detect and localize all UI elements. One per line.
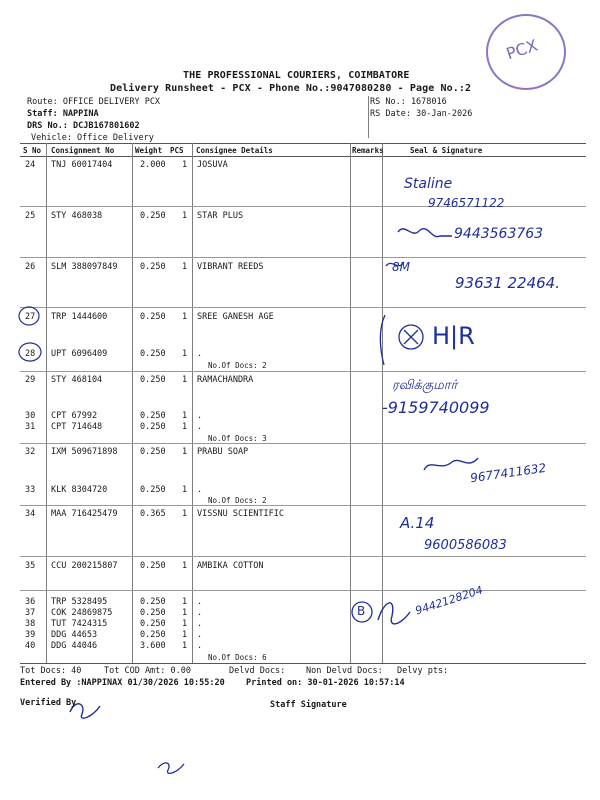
drs-label: DRS No.: DCJB167801602: [27, 121, 140, 131]
total-cod-amount: Tot COD Amt: 0.00: [104, 666, 191, 676]
cell-pcs: 1: [182, 641, 188, 651]
cell-consignment: CPT 67992: [51, 411, 98, 421]
cell-consignee: .: [197, 619, 203, 629]
cell-sno: 33: [25, 485, 36, 495]
cell-weight: 0.250: [140, 349, 166, 359]
cell-sno: 38: [25, 619, 36, 629]
cell-weight: 0.250: [140, 411, 166, 421]
cell-pcs: 1: [182, 608, 188, 618]
col-header-weight: Weight: [135, 146, 163, 155]
entered-by: Entered By :NAPPINAX 01/30/2026 10:55:20: [20, 678, 225, 688]
cell-consignment: UPT 6096409: [51, 349, 108, 359]
signature-scribble-hr: [380, 315, 385, 365]
verified-by-label: Verified By: [20, 698, 77, 708]
cell-sno: 26: [25, 262, 36, 272]
staff-signature-label: Staff Signature: [270, 700, 347, 710]
cell-weight: 0.250: [140, 561, 166, 571]
total-docs: Tot Docs: 40: [20, 666, 82, 676]
cell-pcs: 1: [182, 447, 188, 457]
document-subtitle: Delivery Runsheet - PCX - Phone No.:9047080280 - Page No.:2: [110, 83, 472, 94]
cell-consignment: DDG 44653: [51, 630, 98, 640]
cell-consignee: .: [197, 630, 203, 640]
route-label: Route: OFFICE DELIVERY PCX: [27, 97, 161, 107]
printed-on: Printed on: 30-01-2026 10:57:14: [246, 678, 405, 688]
col-header-seal: Seal & Signature: [410, 146, 483, 155]
signature-name-tamil: ரவிக்குமார்: [392, 378, 458, 393]
docs-note: No.Of Docs: 2: [208, 496, 267, 505]
cell-consignee: .: [197, 608, 203, 618]
signature-phone: 9600586083: [424, 538, 507, 553]
cell-consignment: CCU 200215807: [51, 561, 118, 571]
cell-consignee: PRABU SOAP: [197, 447, 249, 457]
cell-consignment: IXM 509671898: [51, 447, 118, 457]
cell-consignee: .: [197, 422, 203, 432]
cell-sno: 40: [25, 641, 36, 651]
cell-pcs: 1: [182, 262, 188, 272]
cell-weight: 0.250: [140, 485, 166, 495]
cell-pcs: 1: [182, 160, 188, 170]
circle-mark-28: [19, 343, 41, 361]
cell-consignment: TRP 1444600: [51, 312, 108, 322]
cell-weight: 0.250: [140, 422, 166, 432]
cell-pcs: 1: [182, 411, 188, 421]
hr-mark: H|R: [432, 322, 475, 350]
signature-phone: 9677411632: [469, 460, 547, 486]
cell-weight: 0.365: [140, 509, 166, 519]
cell-sno: 25: [25, 211, 36, 221]
cell-pcs: 1: [182, 312, 188, 322]
signature-initials: 8M: [392, 260, 410, 274]
cell-pcs: 1: [182, 630, 188, 640]
cell-consignment: TUT 7424315: [51, 619, 108, 629]
cell-sno: 28: [25, 349, 36, 359]
delivered-docs: Delvd Docs:: [229, 666, 286, 676]
col-header-pcs: PCS: [170, 146, 184, 155]
document-title: THE PROFESSIONAL COURIERS, COIMBATORE: [183, 70, 410, 81]
signature-initials: A.14: [400, 514, 435, 532]
cell-weight: 2.000: [140, 160, 166, 170]
cell-pcs: 1: [182, 597, 188, 607]
cell-consignment: STY 468038: [51, 211, 103, 221]
signature-scribble: [378, 603, 410, 624]
x-mark: [404, 330, 418, 344]
cell-pcs: 1: [182, 561, 188, 571]
cell-consignment: SLM 388097849: [51, 262, 118, 272]
col-header-consignment: Consignment No: [51, 146, 115, 155]
col-header-consignee: Consignee Details: [196, 146, 273, 155]
col-header-sno: S No: [23, 146, 42, 155]
cell-consignment: MAA 716425479: [51, 509, 118, 519]
cell-weight: 0.250: [140, 447, 166, 457]
cell-consignment: STY 468104: [51, 375, 103, 385]
docs-note: No.Of Docs: 6: [208, 653, 267, 662]
cell-pcs: 1: [182, 485, 188, 495]
cell-consignee: .: [197, 349, 203, 359]
cell-consignee: .: [197, 597, 203, 607]
cell-sno: 31: [25, 422, 36, 432]
cell-sno: 34: [25, 509, 36, 519]
vehicle-label: Vehicle: Office Delivery: [31, 133, 154, 143]
docs-note: No.Of Docs: 3: [208, 434, 267, 443]
rs-date-label: RS Date: 30-Jan-2026: [370, 109, 473, 119]
cell-consignment: COK 24869875: [51, 608, 113, 618]
cell-sno: 39: [25, 630, 36, 640]
cell-weight: 0.250: [140, 312, 166, 322]
cell-weight: 0.250: [140, 608, 166, 618]
cell-weight: 0.250: [140, 375, 166, 385]
rs-no-label: RS No.: 1678016: [370, 97, 447, 107]
cell-consignee: SREE GANESH AGE: [197, 312, 274, 322]
cell-consignment: DDG 44046: [51, 641, 98, 651]
cell-consignment: TRP 5328495: [51, 597, 108, 607]
cell-consignee: AMBIKA COTTON: [197, 561, 264, 571]
cell-pcs: 1: [182, 619, 188, 629]
circle-mark-27: [19, 307, 39, 325]
cell-pcs: 1: [182, 375, 188, 385]
cell-consignee: .: [197, 411, 203, 421]
cell-consignee: VIBRANT REEDS: [197, 262, 264, 272]
signature-phone: -9159740099: [382, 398, 490, 417]
cell-sno: 37: [25, 608, 36, 618]
signature-phone: 9746571122: [428, 196, 505, 210]
cell-consignment: CPT 714648: [51, 422, 103, 432]
cell-consignment: TNJ 60017404: [51, 160, 113, 170]
cell-weight: 0.250: [140, 262, 166, 272]
cell-pcs: 1: [182, 211, 188, 221]
cell-sno: 35: [25, 561, 36, 571]
docs-note: No.Of Docs: 2: [208, 361, 267, 370]
cell-consignee: .: [197, 641, 203, 651]
cell-weight: 0.250: [140, 211, 166, 221]
cell-consignee: JOSUVA: [197, 160, 228, 170]
cell-sno: 27: [25, 312, 36, 322]
signature-scribble: [424, 458, 478, 470]
cell-consignee: .: [197, 485, 203, 495]
staff-label: Staff: NAPPINA: [27, 109, 99, 119]
col-header-remarks: Remarks: [352, 146, 384, 155]
cell-consignment: KLK 8304720: [51, 485, 108, 495]
signature-name: Staline: [404, 176, 453, 192]
cell-weight: 3.600: [140, 641, 166, 651]
non-delivered-docs: Non Delvd Docs:: [306, 666, 383, 676]
cell-sno: 32: [25, 447, 36, 457]
cell-sno: 24: [25, 160, 36, 170]
cell-consignee: RAMACHANDRA: [197, 375, 254, 385]
delivery-points: Delvy pts:: [397, 666, 449, 676]
stamp-text: PCX: [503, 35, 540, 64]
cell-weight: 0.250: [140, 619, 166, 629]
cell-sno: 36: [25, 597, 36, 607]
signature-phone: 93631 22464.: [455, 274, 560, 292]
page-mark-scribble: [158, 763, 184, 773]
signature-circle-letter: B: [357, 604, 366, 618]
cell-weight: 0.250: [140, 630, 166, 640]
cell-sno: 30: [25, 411, 36, 421]
signature-phone: 9442128204: [413, 583, 485, 618]
signature-scribble: [398, 229, 452, 237]
signature-phone: 9443563763: [454, 226, 544, 242]
cell-consignee: STAR PLUS: [197, 211, 244, 221]
cell-weight: 0.250: [140, 597, 166, 607]
cell-pcs: 1: [182, 509, 188, 519]
cell-sno: 29: [25, 375, 36, 385]
cell-pcs: 1: [182, 422, 188, 432]
cell-pcs: 1: [182, 349, 188, 359]
cell-consignee: VISSNU SCIENTIFIC: [197, 509, 284, 519]
